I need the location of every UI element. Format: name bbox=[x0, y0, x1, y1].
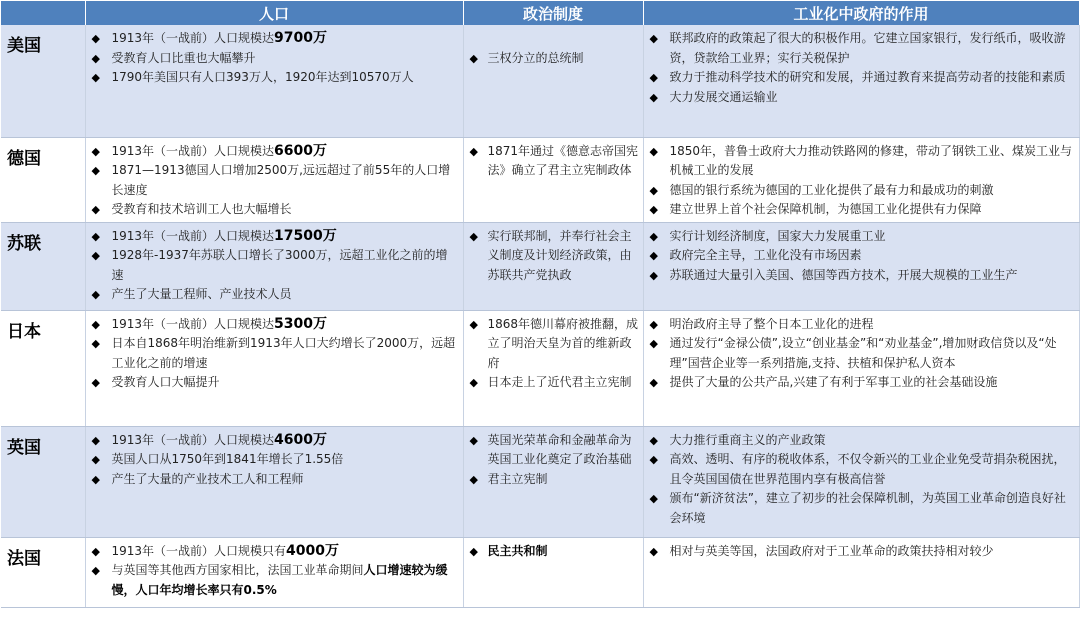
diamond-bullet-icon: ◆ bbox=[649, 183, 658, 197]
item-text: 大力推行重商主义的产业政策 bbox=[669, 432, 826, 447]
politics-cell bbox=[463, 310, 643, 426]
item-text: 1913年（一战前）人口规模达 bbox=[111, 432, 275, 447]
list-item bbox=[644, 450, 1075, 489]
highlight-text: 9700万 bbox=[274, 30, 328, 46]
table-row bbox=[1, 25, 1079, 137]
list-item bbox=[86, 161, 459, 200]
diamond-bullet-icon: ◆ bbox=[91, 376, 100, 389]
diamond-bullet-icon: ◆ bbox=[469, 376, 478, 389]
list-item bbox=[86, 142, 459, 162]
item-text: 英国光荣革命和金融革命为英国工业化奠定了政治基础 bbox=[487, 432, 632, 466]
politics-cell bbox=[463, 137, 643, 222]
item-text: 1913年（一战前）人口规模达 bbox=[111, 31, 275, 45]
diamond-bullet-icon: ◆ bbox=[649, 453, 658, 466]
item-text: 1868年德川幕府被推翻，成立了明治天皇为首的维新政府 bbox=[487, 316, 639, 370]
item-text: 致力于推动科学技术的研究和发展，并通过教育来提高劳动者的技能和素质 bbox=[669, 70, 1066, 84]
item-text: 联邦政府的政策起了很大的积极作用。它建立国家银行，发行纸币，吸收游资，贷款给工业界；实行关税保护 bbox=[669, 31, 1066, 65]
politics-cell bbox=[463, 222, 643, 310]
diamond-bullet-icon: ◆ bbox=[649, 71, 658, 84]
item-text: 受教育人口比重也大幅攀升 bbox=[111, 50, 256, 65]
diamond-bullet-icon: ◆ bbox=[91, 288, 100, 301]
item-text: 1928年-1937年苏联人口增长了3000万，远超工业化之前的增速 bbox=[111, 248, 448, 282]
item-text: 1850年，普鲁士政府大力推动铁路网的修建，带动了钢铁工业、煤炭工业与机械工业的发展 bbox=[669, 143, 1073, 177]
diamond-bullet-icon: ◆ bbox=[649, 317, 658, 331]
list-item bbox=[86, 542, 459, 562]
diamond-bullet-icon: ◆ bbox=[91, 51, 100, 65]
diamond-bullet-icon: ◆ bbox=[649, 433, 658, 447]
highlight-text: 人口增速较为缓慢，人口年均增长率只有0.5% bbox=[111, 563, 448, 597]
item-text: 产生了大量的产业技术工人和工程师 bbox=[111, 471, 304, 486]
list-item bbox=[86, 227, 459, 247]
list-item bbox=[464, 542, 639, 562]
diamond-bullet-icon: ◆ bbox=[91, 144, 100, 158]
diamond-bullet-icon: ◆ bbox=[91, 472, 100, 486]
item-text: 通过发行“金禄公债”,设立“创业基金”和“劝业基金”,增加财政信贷以及“处理”国营企业等一系列措施,支持、扶植和保护私人资本 bbox=[669, 336, 1057, 370]
item-text: 受教育人口大幅提升 bbox=[111, 375, 220, 389]
diamond-bullet-icon: ◆ bbox=[91, 453, 100, 466]
item-text: 1913年（一战前）人口规模只有 bbox=[111, 543, 287, 558]
list-item bbox=[86, 200, 459, 220]
list-item bbox=[464, 227, 639, 286]
highlight-text: 5300万 bbox=[274, 315, 328, 332]
country-cell: 苏联 bbox=[1, 222, 85, 310]
item-text: 建立世界上首个社会保障机制，为德国工业化提供有力保障 bbox=[669, 202, 982, 216]
table-row bbox=[1, 137, 1079, 222]
header-politics: 政治制度 bbox=[463, 1, 643, 25]
header-role: 工业化中政府的作用 bbox=[643, 1, 1079, 25]
list-item bbox=[86, 49, 459, 69]
list-item bbox=[644, 542, 1075, 562]
highlight-text: 4000万 bbox=[286, 542, 340, 559]
highlight-text: 17500万 bbox=[274, 227, 337, 244]
population-cell bbox=[85, 310, 463, 426]
diamond-bullet-icon: ◆ bbox=[469, 544, 478, 558]
role-cell bbox=[643, 137, 1079, 222]
diamond-bullet-icon: ◆ bbox=[91, 564, 100, 577]
item-text: 实行联邦制，并奉行社会主义制度及计划经济政策，由苏联共产党执政 bbox=[487, 228, 632, 282]
diamond-bullet-icon: ◆ bbox=[469, 317, 478, 331]
item-text: 德国的银行系统为德国的工业化提供了最有力和最成功的刺激 bbox=[669, 182, 994, 197]
item-text: 实行计划经济制度，国家大力发展重工业 bbox=[669, 228, 886, 243]
role-cell bbox=[643, 537, 1079, 607]
table-row bbox=[1, 222, 1079, 310]
comparison-table bbox=[1, 1, 1080, 608]
list-item bbox=[464, 142, 639, 181]
population-cell bbox=[85, 25, 463, 137]
diamond-bullet-icon: ◆ bbox=[91, 249, 100, 262]
diamond-bullet-icon: ◆ bbox=[649, 492, 658, 505]
diamond-bullet-icon: ◆ bbox=[649, 249, 658, 262]
list-item bbox=[644, 315, 1075, 335]
item-text: 君主立宪制 bbox=[487, 471, 548, 486]
highlight-text: 6600万 bbox=[274, 142, 328, 159]
item-text: 颁布“新济贫法”，建立了初步的社会保障机制，为英国工业革命创造良好社会环境 bbox=[669, 491, 1066, 525]
diamond-bullet-icon: ◆ bbox=[649, 376, 658, 389]
item-text: 受教育和技术培训工人也大幅增长 bbox=[111, 202, 292, 216]
list-item bbox=[86, 470, 459, 490]
list-item bbox=[644, 142, 1075, 181]
list-item bbox=[86, 561, 459, 600]
country-cell: 美国 bbox=[1, 25, 85, 137]
header-population: 人口 bbox=[85, 1, 463, 25]
item-text: 明治政府主导了整个日本工业化的进程 bbox=[669, 316, 874, 331]
item-text: 1913年（一战前）人口规模达 bbox=[111, 228, 275, 243]
item-text: 民主共和制 bbox=[487, 543, 548, 558]
politics-cell bbox=[463, 426, 643, 537]
diamond-bullet-icon: ◆ bbox=[469, 52, 478, 65]
country-cell: 德国 bbox=[1, 137, 85, 222]
header-row bbox=[1, 1, 1079, 25]
table-row bbox=[1, 310, 1079, 426]
list-item bbox=[644, 489, 1075, 528]
list-item bbox=[644, 88, 1075, 108]
list-item bbox=[464, 470, 639, 490]
diamond-bullet-icon: ◆ bbox=[649, 32, 658, 45]
table-body bbox=[1, 25, 1079, 607]
table-row bbox=[1, 426, 1079, 537]
role-cell bbox=[643, 310, 1079, 426]
item-text: 大力发展交通运输业 bbox=[669, 89, 778, 104]
item-text: 三权分立的总统制 bbox=[487, 51, 584, 65]
item-text: 1913年（一战前）人口规模达 bbox=[111, 143, 275, 158]
population-cell bbox=[85, 222, 463, 310]
diamond-bullet-icon: ◆ bbox=[649, 268, 658, 282]
list-item bbox=[86, 373, 459, 393]
list-item bbox=[86, 68, 459, 88]
country-cell: 日本 bbox=[1, 310, 85, 426]
diamond-bullet-icon: ◆ bbox=[91, 32, 100, 45]
list-item bbox=[86, 29, 459, 49]
item-text: 相对与英美等国，法国政府对于工业革命的政策扶持相对较少 bbox=[669, 543, 994, 558]
item-text: 与英国等其他西方国家相比，法国工业革命期间 bbox=[111, 563, 364, 577]
list-item bbox=[644, 266, 1075, 286]
politics-cell bbox=[463, 25, 643, 137]
item-text: 提供了大量的公共产品,兴建了有利于军事工业的社会基础设施 bbox=[669, 375, 998, 389]
item-text: 日本走上了近代君主立宪制 bbox=[487, 375, 632, 389]
politics-cell bbox=[463, 537, 643, 607]
diamond-bullet-icon: ◆ bbox=[469, 144, 478, 158]
list-item bbox=[464, 373, 639, 393]
role-cell bbox=[643, 25, 1079, 137]
list-item bbox=[644, 334, 1075, 373]
item-text: 日本自1868年明治维新到1913年人口大约增长了2000万，远超工业化之前的增速 bbox=[111, 336, 456, 370]
item-text: 1790年美国只有人口393万人，1920年达到10570万人 bbox=[111, 70, 414, 84]
diamond-bullet-icon: ◆ bbox=[649, 229, 658, 243]
diamond-bullet-icon: ◆ bbox=[91, 229, 100, 243]
item-text: 苏联通过大量引入美国、德国等西方技术，开展大规模的工业生产 bbox=[669, 267, 1018, 282]
list-item bbox=[644, 373, 1075, 393]
diamond-bullet-icon: ◆ bbox=[649, 337, 658, 350]
diamond-bullet-icon: ◆ bbox=[469, 229, 478, 243]
population-cell bbox=[85, 137, 463, 222]
list-item bbox=[644, 200, 1075, 220]
diamond-bullet-icon: ◆ bbox=[649, 544, 658, 558]
country-cell: 英国 bbox=[1, 426, 85, 537]
list-item bbox=[464, 315, 639, 374]
list-item bbox=[86, 246, 459, 285]
item-text: 1871—1913德国人口增加2500万,远远超过了前55年的人口增长速度 bbox=[111, 163, 451, 197]
table-row bbox=[1, 537, 1079, 607]
list-item bbox=[644, 246, 1075, 266]
list-item bbox=[644, 431, 1075, 451]
population-cell bbox=[85, 537, 463, 607]
role-cell bbox=[643, 426, 1079, 537]
diamond-bullet-icon: ◆ bbox=[91, 203, 100, 216]
item-text: 1871年通过《德意志帝国宪法》确立了君主立宪制政体 bbox=[487, 143, 639, 177]
diamond-bullet-icon: ◆ bbox=[91, 544, 100, 558]
list-item bbox=[86, 450, 459, 470]
diamond-bullet-icon: ◆ bbox=[649, 90, 658, 104]
diamond-bullet-icon: ◆ bbox=[649, 203, 658, 216]
header-blank bbox=[1, 1, 85, 25]
list-item bbox=[644, 68, 1075, 88]
list-item bbox=[644, 29, 1075, 68]
diamond-bullet-icon: ◆ bbox=[649, 144, 658, 158]
list-item bbox=[86, 285, 459, 305]
list-item bbox=[464, 431, 639, 470]
item-text: 政府完全主导，工业化没有市场因素 bbox=[669, 248, 862, 262]
diamond-bullet-icon: ◆ bbox=[91, 337, 100, 350]
diamond-bullet-icon: ◆ bbox=[91, 433, 100, 447]
item-text: 1913年（一战前）人口规模达 bbox=[111, 316, 275, 331]
diamond-bullet-icon: ◆ bbox=[91, 71, 100, 84]
list-item bbox=[86, 431, 459, 451]
role-cell bbox=[643, 222, 1079, 310]
list-item bbox=[644, 181, 1075, 201]
country-cell: 法国 bbox=[1, 537, 85, 607]
item-text: 产生了大量工程师、产业技术人员 bbox=[111, 287, 292, 301]
list-item bbox=[644, 227, 1075, 247]
population-cell bbox=[85, 426, 463, 537]
highlight-text: 4600万 bbox=[274, 431, 328, 448]
item-text: 英国人口从1750年到1841年增长了1.55倍 bbox=[111, 452, 344, 466]
diamond-bullet-icon: ◆ bbox=[91, 317, 100, 331]
item-text: 高效、透明、有序的税收体系，不仅令新兴的工业企业免受苛捐杂税困扰，且令英国国债在世界范围内享有极高信誉 bbox=[669, 452, 1066, 486]
diamond-bullet-icon: ◆ bbox=[469, 433, 478, 447]
list-item bbox=[86, 334, 459, 373]
diamond-bullet-icon: ◆ bbox=[469, 472, 478, 486]
diamond-bullet-icon: ◆ bbox=[91, 164, 100, 177]
list-item bbox=[86, 315, 459, 335]
list-item bbox=[464, 49, 639, 69]
